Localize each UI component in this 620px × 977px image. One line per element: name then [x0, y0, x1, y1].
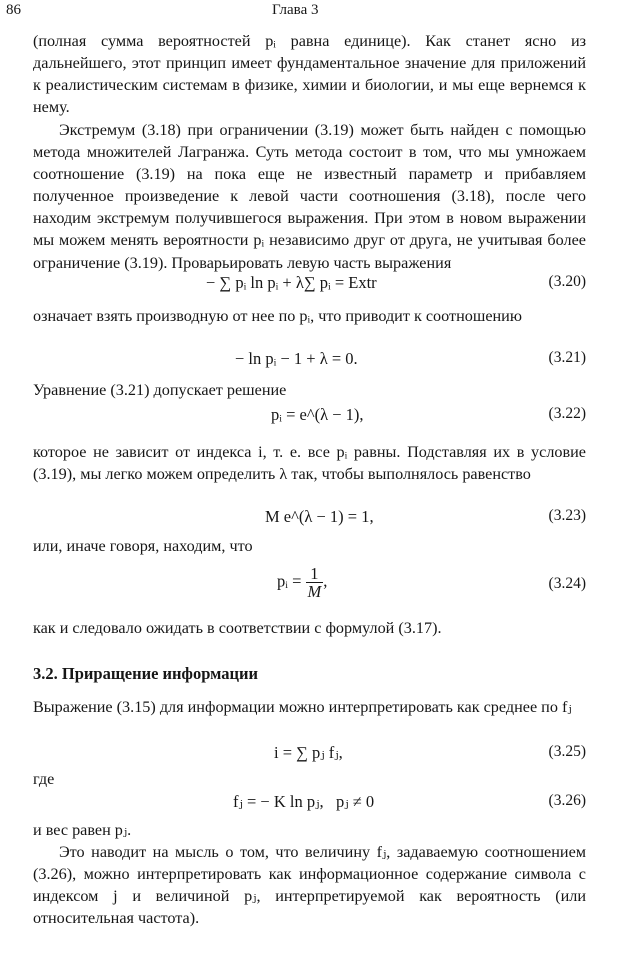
equation-number: (3.26) [548, 792, 586, 809]
fraction [306, 565, 324, 601]
paragraph-lagrange: Экстремум (3.18) при ограничении (3.19) может быть найден с помощью метода множителей Лагранжа. Суть метода состоит в том, что мы умножаем соотношение (3.19) на пока еще не известный параметр и прибавляем полученное произведение к левой части соотношения (3.18), после чего находим экстремум получившегося выражения. При этом в новом выражении мы можем менять вероятности pᵢ независимо друг от друга, не учитывая более ограничение (3.19). Проварьировать левую часть выражения [33, 121, 586, 272]
fraction-denominator: M [307, 582, 322, 602]
equation-3-25 [33, 743, 586, 769]
equation-formula [277, 565, 327, 601]
equation-formula: fⱼ = − K ln pⱼ, pⱼ ≠ 0 [233, 792, 375, 811]
running-header [0, 2, 620, 24]
equation-number: (3.22) [548, 405, 586, 422]
equation-3-26 [33, 792, 586, 818]
equation-formula: i = ∑ pⱼ fⱼ, [274, 743, 343, 762]
paragraph-expectation: как и следовало ожидать в соответствии с формулой (3.17). [33, 619, 442, 637]
equation-3-23 [33, 507, 586, 533]
equation-3-21 [33, 349, 586, 375]
equation-3-20 [33, 273, 586, 299]
equation-formula: − ∑ pᵢ ln pᵢ + λ∑ pᵢ = Extr [206, 273, 377, 292]
paragraph-substitution: которое не зависит от индекса i, т. е. все pᵢ равны. Подставляя их в условие (3.19), мы легко можем определить λ так, чтобы выполнялось равенство [33, 443, 586, 484]
equation-number: (3.21) [548, 349, 586, 366]
paragraph-derivative: означает взять производную от нее по pᵢ, что приводит к соотношению [33, 307, 522, 325]
paragraph-where: где [33, 770, 55, 788]
paragraph-probability-sum: (полная сумма вероятностей pᵢ равна единице). Как станет ясно из дальнейшего, этот принцип имеет фундаментальное значение для приложений к реалистическим системам в физике, химии и биологии, и мы еще вернемся к нему. [33, 32, 586, 117]
paragraph-otherwise: или, иначе говоря, находим, что [33, 537, 253, 555]
equation-number: (3.20) [548, 273, 586, 290]
equation-3-24 [33, 565, 586, 609]
equation-lhs: pᵢ = [277, 571, 302, 591]
equation-formula: M e^(λ − 1) = 1, [265, 507, 374, 526]
equation-formula: − ln pᵢ − 1 + λ = 0. [235, 349, 358, 368]
equation-number: (3.23) [548, 507, 586, 524]
paragraph-solution: Уравнение (3.21) допускает решение [33, 381, 287, 399]
page-number: 86 [6, 2, 21, 18]
paragraph-information-content: Это наводит на мысль о том, что величину fⱼ, задаваемую соотношением (3.26), можно интерпретировать как информационное содержание символа с индексом j и величиной pⱼ, интерпретируемой как вероятность (или относительная частота). [33, 843, 586, 928]
section-heading: 3.2. Приращение информации [33, 664, 259, 683]
paragraph-expression-3-15: Выражение (3.15) для информации можно интерпретировать как среднее по fⱼ [33, 698, 572, 716]
equation-tail: , [323, 571, 328, 591]
paragraph-weight: и вес равен pⱼ. [33, 821, 132, 839]
equation-3-22 [33, 405, 586, 431]
equation-formula: pᵢ = e^(λ − 1), [271, 405, 364, 424]
fraction-numerator: 1 [306, 565, 324, 583]
equation-number: (3.25) [548, 743, 586, 760]
chapter-title: Глава 3 [272, 2, 319, 18]
equation-number: (3.24) [548, 575, 586, 592]
